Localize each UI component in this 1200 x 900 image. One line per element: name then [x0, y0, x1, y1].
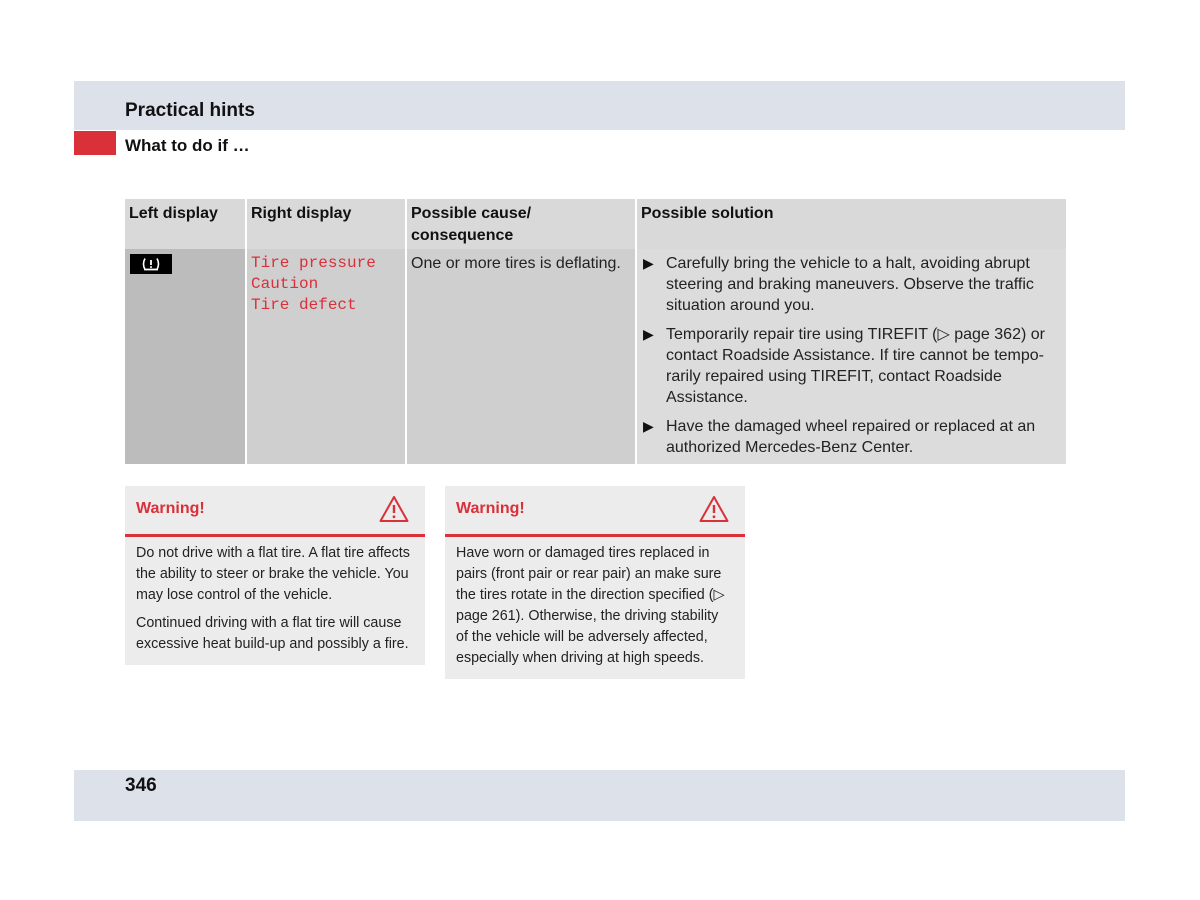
display-message-tire-pressure: Tire pressure — [251, 254, 376, 272]
list-item — [641, 253, 1062, 316]
warning-header — [125, 486, 425, 537]
list-item — [641, 416, 1062, 458]
warning-paragraph: Do not drive with a flat tire. A flat tire affects the ability to steer or brake the vehicle. You may lose control of the vehicle. — [136, 545, 410, 603]
cell-left-display — [125, 249, 245, 464]
solution-text: Have the damaged wheel repaired or replaced at an authorized Mercedes-Benz Center. — [666, 418, 1036, 456]
cell-right-display — [245, 249, 405, 464]
warning-paragraph: Continued driving with a flat tire will cause excessive heat build-up and possibly a fire. — [136, 615, 409, 652]
warning-triangle-icon — [699, 495, 729, 523]
footer-band — [74, 770, 1125, 821]
display-messages-table — [125, 199, 1066, 464]
section-marker-tab — [74, 131, 116, 155]
triangle-bullet-icon: ▶ — [643, 418, 654, 434]
display-message-caution: Caution — [251, 275, 319, 293]
table-header-row — [125, 199, 1066, 249]
sub-title: What to do if … — [125, 136, 250, 155]
warning-body — [125, 537, 425, 665]
solution-text: Carefully bring the vehicle to a halt, avoiding abrupt steering and braking maneuvers. Observe the traffic situation around you. — [666, 255, 1034, 314]
list-item — [641, 324, 1062, 408]
display-message-tire-defect: Tire defect — [251, 296, 357, 314]
solution-list — [641, 253, 1062, 458]
cell-possible-solution — [635, 249, 1066, 464]
warning-triangle-icon — [379, 495, 409, 523]
section-title: Practical hints — [125, 100, 255, 121]
table-row — [125, 249, 1066, 464]
warning-header — [445, 486, 745, 537]
cell-possible-cause: One or more tires is deflating. — [405, 249, 635, 464]
warning-paragraph: Have worn or damaged tires replaced in pairs (front pair or rear pair) an make sure the tires rotate in the direction specified (▷ page 261). Otherwise, the driving stability of the vehicle will be adversely affected, especially when driving at high speeds. — [456, 545, 725, 666]
warning-box-flat-tire — [125, 486, 425, 665]
page-number: 346 — [125, 775, 157, 796]
tire-pressure-warning-icon — [130, 254, 172, 274]
warning-label: Warning! — [456, 500, 525, 517]
triangle-bullet-icon: ▶ — [643, 326, 654, 342]
column-header-possible-solution: Possible solution — [635, 199, 1066, 249]
solution-text: Temporarily repair tire using TIREFIT (▷ page 362) or contact Roadside Assistance. If tire cannot be tempo-rarily repaired using TIREFIT, contact Roadside Assistance. — [666, 326, 1045, 406]
triangle-bullet-icon: ▶ — [643, 255, 654, 271]
warning-label: Warning! — [136, 500, 205, 517]
column-header-right-display: Right display — [245, 199, 405, 249]
warning-box-worn-tires — [445, 486, 745, 679]
column-header-left-display: Left display — [129, 205, 218, 222]
column-header-possible-cause: Possible cause/ consequence — [405, 199, 635, 249]
warning-body — [445, 537, 745, 679]
